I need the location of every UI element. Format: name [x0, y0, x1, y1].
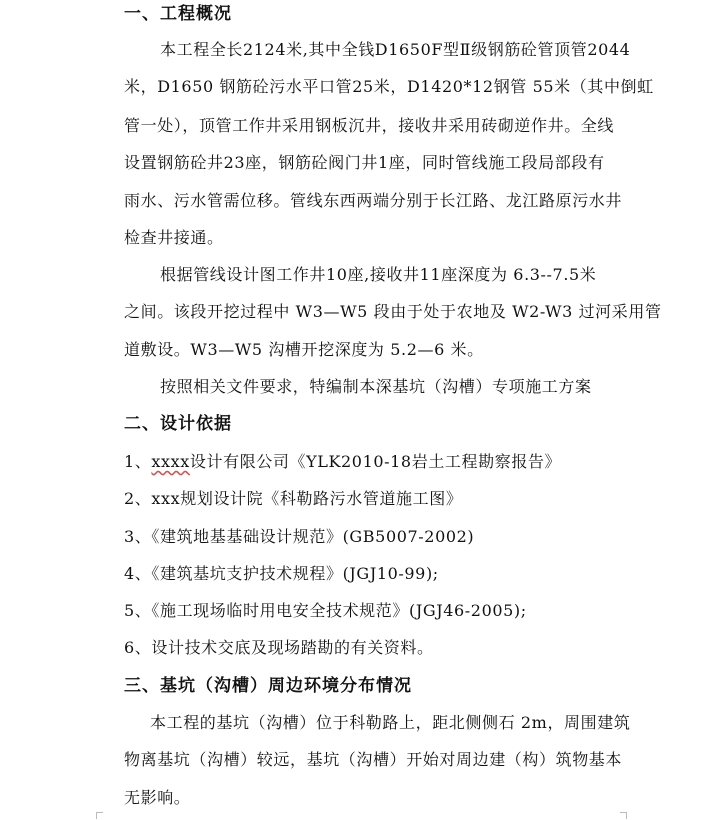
paragraph-line: 米，D1650 钢筋砼污水平口管25米，D1420*12钢管 55米（其中倒虹	[124, 77, 654, 96]
list-item-number: 1、	[124, 452, 152, 471]
list-item-text: 设计有限公司《YLK2010-18岩土工程勘察报告》	[189, 452, 562, 471]
list-item: 6、设计技术交底及现场踏勘的有关资料。	[124, 638, 434, 657]
page-margin-corner-mark	[96, 812, 103, 819]
paragraph-line: 设置钢筋砼井23座，钢筋砼阀门井1座，同时管线施工段局部段有	[124, 153, 605, 172]
list-item: 3、《建筑地基基础设计规范》(GB5007-2002)	[124, 527, 475, 546]
paragraph-line: 检查井接通。	[124, 228, 224, 247]
paragraph-line: 无影响。	[124, 788, 191, 807]
page-margin-corner-mark	[620, 812, 627, 819]
paragraph-line: 管一处），顶管工作井采用钢板沉井，接收井采用砖砌逆作井。全线	[124, 116, 615, 135]
paragraph-line: 根据管线设计图工作井10座,接收井11座深度为 6.3--7.5米	[160, 265, 597, 284]
paragraph-line: 按照相关文件要求，特编制本深基坑（沟槽）专项施工方案	[160, 377, 592, 396]
list-item: 2、xxx规划设计院《科勒路污水管道施工图》	[124, 489, 463, 508]
spellcheck-flagged-text: xxxx	[151, 452, 190, 471]
paragraph-line: 本工程全长2124米,其中全钱D1650F型Ⅱ级钢筋砼管顶管2044	[160, 40, 631, 59]
section-heading-design-basis: 二、设计依据	[124, 414, 232, 434]
list-item	[124, 452, 561, 472]
paragraph-line: 雨水、污水管需位移。管线东西两端分别于长江路、龙江路原污水井	[124, 191, 623, 210]
list-item: 4、《建筑基坑支护技术规程》(JGJ10-99);	[124, 564, 439, 583]
paragraph-line: 本工程的基坑（沟槽）位于科勒路上，距北侧侧石 2m，周围建筑	[150, 713, 631, 732]
section-heading-project-overview: 一、工程概况	[124, 4, 232, 24]
section-heading-surrounding-environment: 三、基坑（沟槽）周边环境分布情况	[124, 676, 412, 696]
paragraph-line: 之间。该段开挖过程中 W3—W5 段由于处于农地及 W2-W3 过河采用管	[124, 302, 662, 321]
paragraph-line: 物离基坑（沟槽）较远，基坑（沟槽）开始对周边建（构）筑物基本	[124, 750, 623, 769]
paragraph-line: 道敷设。W3—W5 沟槽开挖深度为 5.2—6 米。	[124, 340, 484, 359]
list-item: 5、《施工现场临时用电安全技术规范》(JGJ46-2005);	[124, 601, 527, 620]
